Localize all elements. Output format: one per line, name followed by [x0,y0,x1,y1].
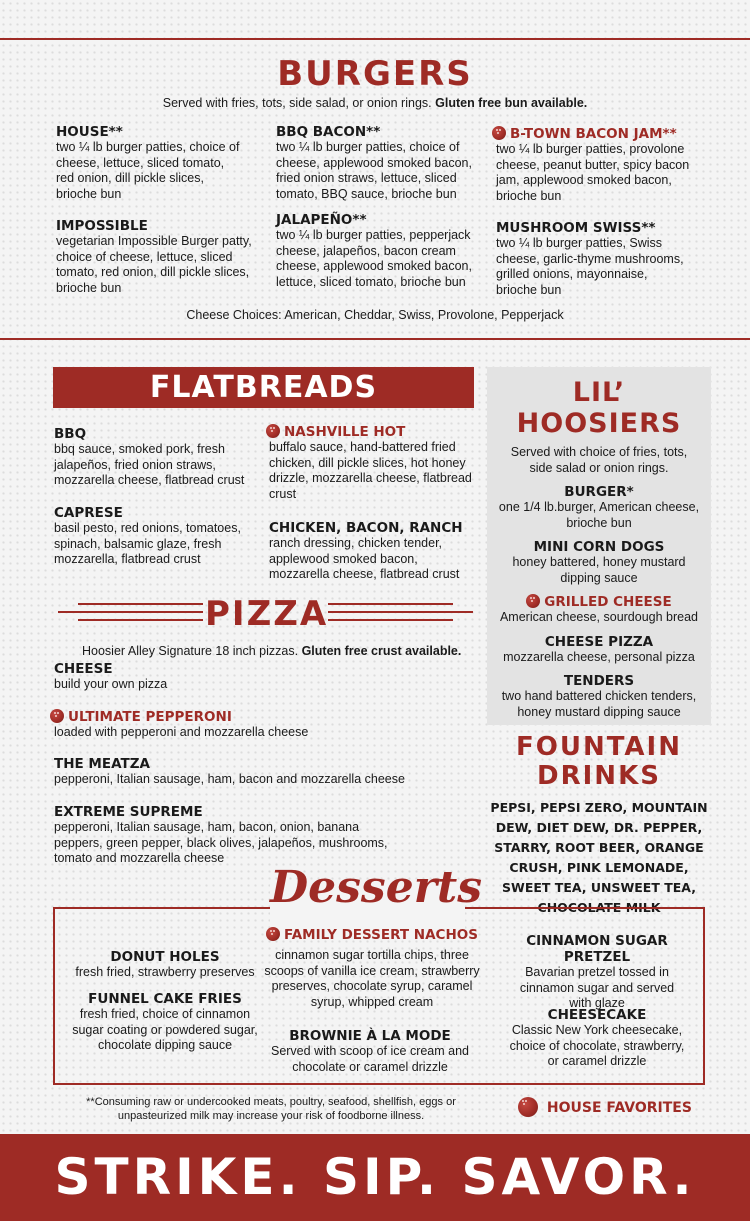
footer-slogan: STRIKE. SIP. SAVOR. [0,1134,750,1221]
item-desc: Served with scoop of ice cream and chocolate or caramel drizzle [270,1044,470,1074]
menu-item-family-dessert-nachos [264,927,480,1010]
legend-label: HOUSE FAVORITES [546,1100,692,1116]
item-name: CAPRESE [54,505,123,521]
item-desc: Bavarian pretzel tossed in cinnamon sugar and served with glaze [519,965,675,1010]
menu-item-cheese-pizza [54,661,454,693]
item-name: FUNNEL CAKE FRIES [88,991,242,1007]
desserts-title: Desserts [270,862,482,913]
item-desc: honey battered, honey mustard dipping sauce [512,555,686,585]
bowling-ball-icon [492,126,506,140]
menu-item-nashville-hot [266,424,476,502]
bowling-ball-icon [266,424,280,438]
menu-item-mushroom-swiss [496,220,701,298]
menu-item-kids-cheese-pizza [487,634,711,666]
item-desc: two ¼ lb burger patties, provolone cheese, peanut butter, spicy bacon jam, applewood smoked bacon, brioche bun [496,142,690,203]
item-name [492,126,702,142]
item-desc: cinnamon sugar tortilla chips, three scoops of vanilla ice cream, strawberry preserves, chocolate syrup, caramel syrup, whipped cream [264,948,480,1009]
item-name: MUSHROOM SWISS** [496,220,656,236]
menu-item-btown-bacon-jam [492,126,702,204]
item-name: BBQ [54,426,87,442]
menu-item-house [56,124,261,202]
burgers-section [0,38,750,340]
menu-item-bbq-bacon [276,124,481,202]
item-desc: ranch dressing, chicken tender, applewood smoked bacon, mozzarella cheese, flatbread crust [269,536,460,581]
menu-item-grilled-cheese [487,594,711,626]
menu-item-chicken-bacon-ranch [269,520,469,583]
item-desc: two ¼ lb burger patties, choice of cheese, lettuce, sliced tomato, red onion, dill pickle slices, brioche bun [56,140,240,201]
item-name [487,594,711,610]
item-desc: two ¼ lb burger patties, Swiss cheese, garlic-thyme mushrooms, grilled onions, mayonnaise, brioche bun [496,236,684,297]
item-name: THE MEATZA [54,756,150,772]
item-desc: Classic New York cheesecake, choice of chocolate, strawberry, or caramel drizzle [509,1023,685,1068]
item-desc: build your own pizza [54,677,168,691]
item-desc: mozzarella cheese, personal pizza [503,649,695,664]
menu-item-caprese [54,505,249,568]
item-desc: one 1/4 lb.burger, American cheese, brioche bun [498,500,700,530]
item-name-text: ULTIMATE PEPPERONI [68,709,232,725]
bowling-ball-icon [526,594,540,608]
cheese-choices: Cheese Choices: American, Cheddar, Swiss, Provolone, Pepperjack [186,308,564,322]
item-name: JALAPEÑO** [276,212,367,228]
item-name: CHEESECAKE [547,1007,647,1023]
item-name: CHEESE PIZZA [544,633,654,650]
bowling-ball-icon [266,927,280,941]
menu-item-funnel-cake-fries [70,991,260,1054]
menu-item-kids-burger [487,484,711,531]
fountain-title [487,733,711,791]
lil-hoosiers-panel [487,367,711,725]
item-name: CHICKEN, BACON, RANCH [269,520,463,536]
item-name: DONUT HOLES [110,949,220,965]
lil-hoosiers-intro: Served with choice of fries, tots, side salad or onion rings. [510,445,688,475]
flatbreads-title: FLATBREADS [53,367,474,408]
menu-item-impossible [56,218,261,296]
pizza-intro-bold: Gluten free crust available. [301,644,462,658]
menu-item-cinnamon-sugar-pretzel [500,933,694,1012]
menu-item-meatza [54,756,454,788]
burgers-intro-text: Served with fries, tots, side salad, or onion rings. [162,96,432,110]
item-desc: two ¼ lb burger patties, choice of cheese, applewood smoked bacon, fried onion straws, lettuce, sliced tomato, BBQ sauce, brioche bun [276,140,472,201]
pizza-intro [82,644,482,658]
item-desc: buffalo sauce, hand-battered fried chicken, dill pickle slices, hot honey drizzle, mozzarella cheese, flatbread crust [269,440,472,501]
item-name: BROWNIE À LA MODE [289,1028,451,1044]
item-desc: American cheese, sourdough bread [499,610,699,624]
pizza-intro-text: Hoosier Alley Signature 18 inch pizzas. [82,644,299,658]
item-desc: vegetarian Impossible Burger patty, choice of cheese, lettuce, sliced tomato, red onion, dill pickle slices, brioche bun [56,234,252,295]
item-desc: fresh fried, strawberry preserves [75,965,255,979]
pizza-rule-right [328,603,473,621]
item-name: MINI CORN DOGS [533,539,665,555]
bowling-ball-icon [518,1097,538,1117]
burgers-intro [0,96,750,110]
item-desc: fresh fried, choice of cinnamon sugar coating or powdered sugar, chocolate dipping sauce [72,1007,258,1052]
menu-item-ultimate-pepperoni [50,709,450,741]
burgers-intro-bold: Gluten free bun available. [435,96,588,110]
item-name-text: GRILLED CHEESE [544,594,672,610]
menu-item-cheesecake [500,1007,694,1070]
item-name: IMPOSSIBLE [56,218,148,234]
pizza-rule-left [58,603,203,621]
house-favorites-legend [518,1097,718,1117]
pizza-title: PIZZA [205,594,329,634]
item-desc: loaded with pepperoni and mozzarella cheese [54,725,309,739]
item-desc: two ¼ lb burger patties, pepperjack cheese, jalapeños, bacon cream cheese, applewood smoked bacon, lettuce, sliced tomato, brioche bun [276,228,472,289]
fountain-title-line1: FOUNTAIN [515,732,682,762]
item-name-text: NASHVILLE HOT [284,424,406,440]
burgers-title: BURGERS [277,54,473,94]
fountain-drinks-list: PEPSI, PEPSI ZERO, MOUNTAIN DEW, DIET DEW, DR. PEPPER, STARRY, ROOT BEER, ORANGE CRUSH, PINK LEMONADE, SWEET TEA, UNSWEET TEA, CHOCOLATE MILK [490,800,708,915]
item-name: TENDERS [563,673,635,689]
item-name: EXTREME SUPREME [54,804,203,820]
item-name: CHEESE [54,661,113,677]
item-desc: basil pesto, red onions, tomatoes, spinach, balsamic glaze, fresh mozzarella, flatbread crust [54,521,241,566]
fountain-title-line2: DRINKS [537,761,661,791]
item-name: HOUSE** [56,124,123,140]
item-name: BURGER* [564,484,634,500]
item-name [264,927,480,943]
item-name [266,424,476,440]
bowling-ball-icon [50,709,64,723]
item-name [50,709,450,725]
item-desc: pepperoni, Italian sausage, ham, bacon and mozzarella cheese [54,772,405,786]
item-name: BBQ BACON** [276,124,381,140]
item-desc: two hand battered chicken tenders, honey mustard dipping sauce [501,689,697,719]
menu-item-donut-holes [70,949,260,981]
menu-item-tenders [487,673,711,720]
lil-hoosiers-title: LIL’ HOOSIERS [516,377,682,439]
item-name-text: FAMILY DESSERT NACHOS [284,927,478,943]
menu-item-jalapeno [276,212,481,290]
item-desc: bbq sauce, smoked pork, fresh jalapeños, fried onion straws, mozzarella cheese, flatbread crust [54,442,245,487]
menu-item-mini-corn-dogs [487,539,711,586]
foodborne-disclaimer: **Consuming raw or undercooked meats, poultry, seafood, shellfish, eggs or unpasteurized milk may increase your risk of foodborne illness. [86,1096,456,1122]
item-desc: pepperoni, Italian sausage, ham, bacon, onion, banana peppers, green pepper, black olives, jalapeños, mushrooms, tomato and mozzarella cheese [54,820,388,865]
menu-item-extreme-supreme [54,804,409,867]
item-name: CINNAMON SUGAR PRETZEL [526,933,668,965]
menu-item-brownie-a-la-mode [270,1028,470,1075]
item-name-text: B-TOWN BACON JAM** [510,126,677,142]
menu-item-flat-bbq [54,426,254,489]
